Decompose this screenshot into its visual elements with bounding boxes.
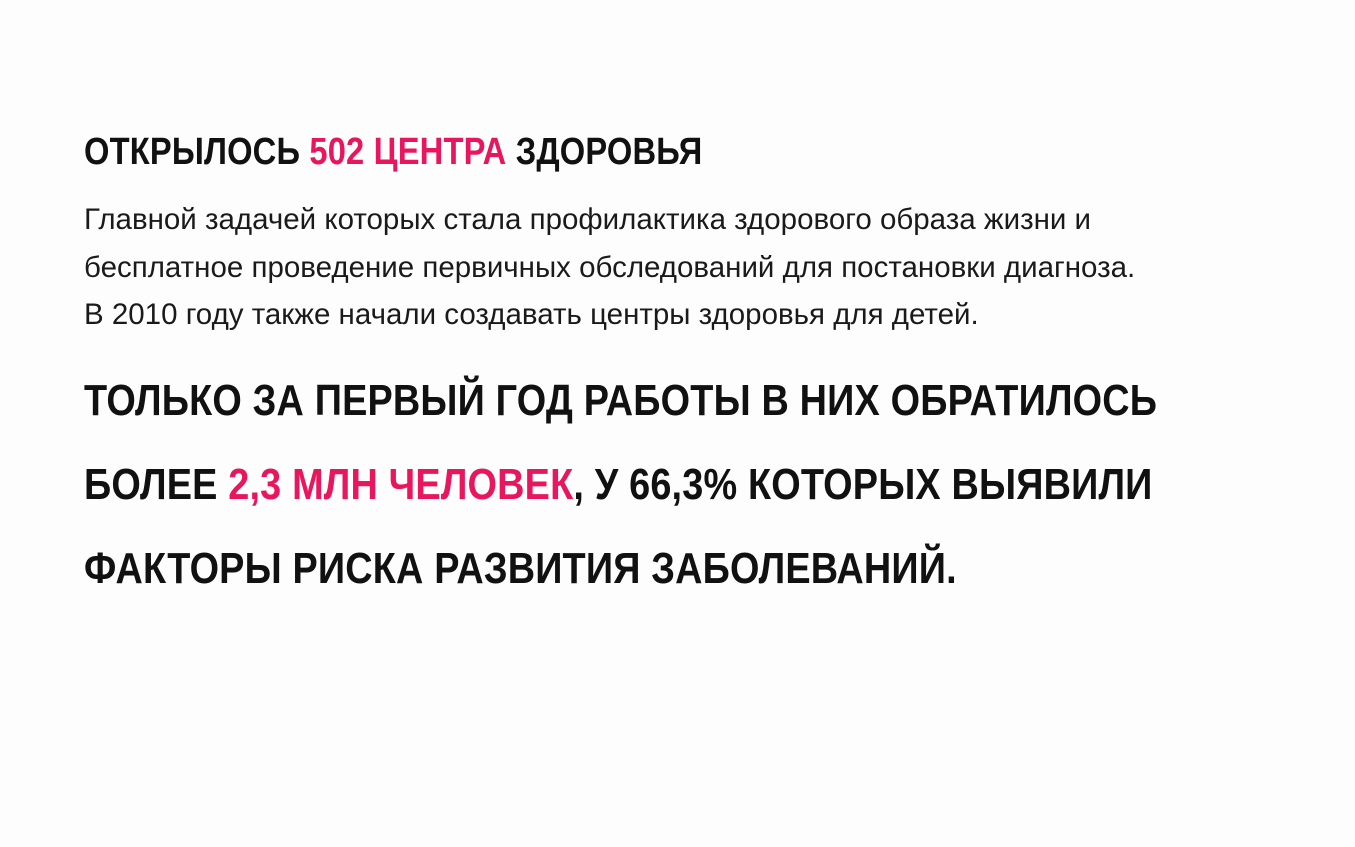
description-paragraph: Главной задачей которых стала профилактика здорового образа жизни и бесплатное проведение первичных обследований для постановки диагноза. В 2010 году также начали создавать центры здоровья для детей. bbox=[84, 202, 1136, 332]
statement-line-1: ТОЛЬКО ЗА ПЕРВЫЙ ГОД РАБОТЫ В НИХ ОБРАТИЛОСЬ bbox=[84, 376, 1158, 426]
statement-line-2-before: БОЛЕЕ bbox=[84, 460, 229, 510]
headline-text-before: ОТКРЫЛОСЬ bbox=[84, 131, 310, 173]
statement-block bbox=[84, 376, 1158, 594]
page-title bbox=[84, 132, 1005, 174]
headline-highlight-count: 502 ЦЕНТРА bbox=[309, 131, 507, 173]
headline-text-after: ЗДОРОВЬЯ bbox=[506, 131, 703, 173]
statement-line-3: ФАКТОРЫ РИСКА РАЗВИТИЯ ЗАБОЛЕВАНИЙ. bbox=[84, 544, 957, 594]
statement-line-2-after: , У 66,3% КОТОРЫХ ВЫЯВИЛИ bbox=[573, 460, 1153, 510]
statement-line-2 bbox=[84, 460, 1153, 510]
statement-highlight-people: 2,3 МЛН ЧЕЛОВЕК bbox=[228, 460, 574, 510]
